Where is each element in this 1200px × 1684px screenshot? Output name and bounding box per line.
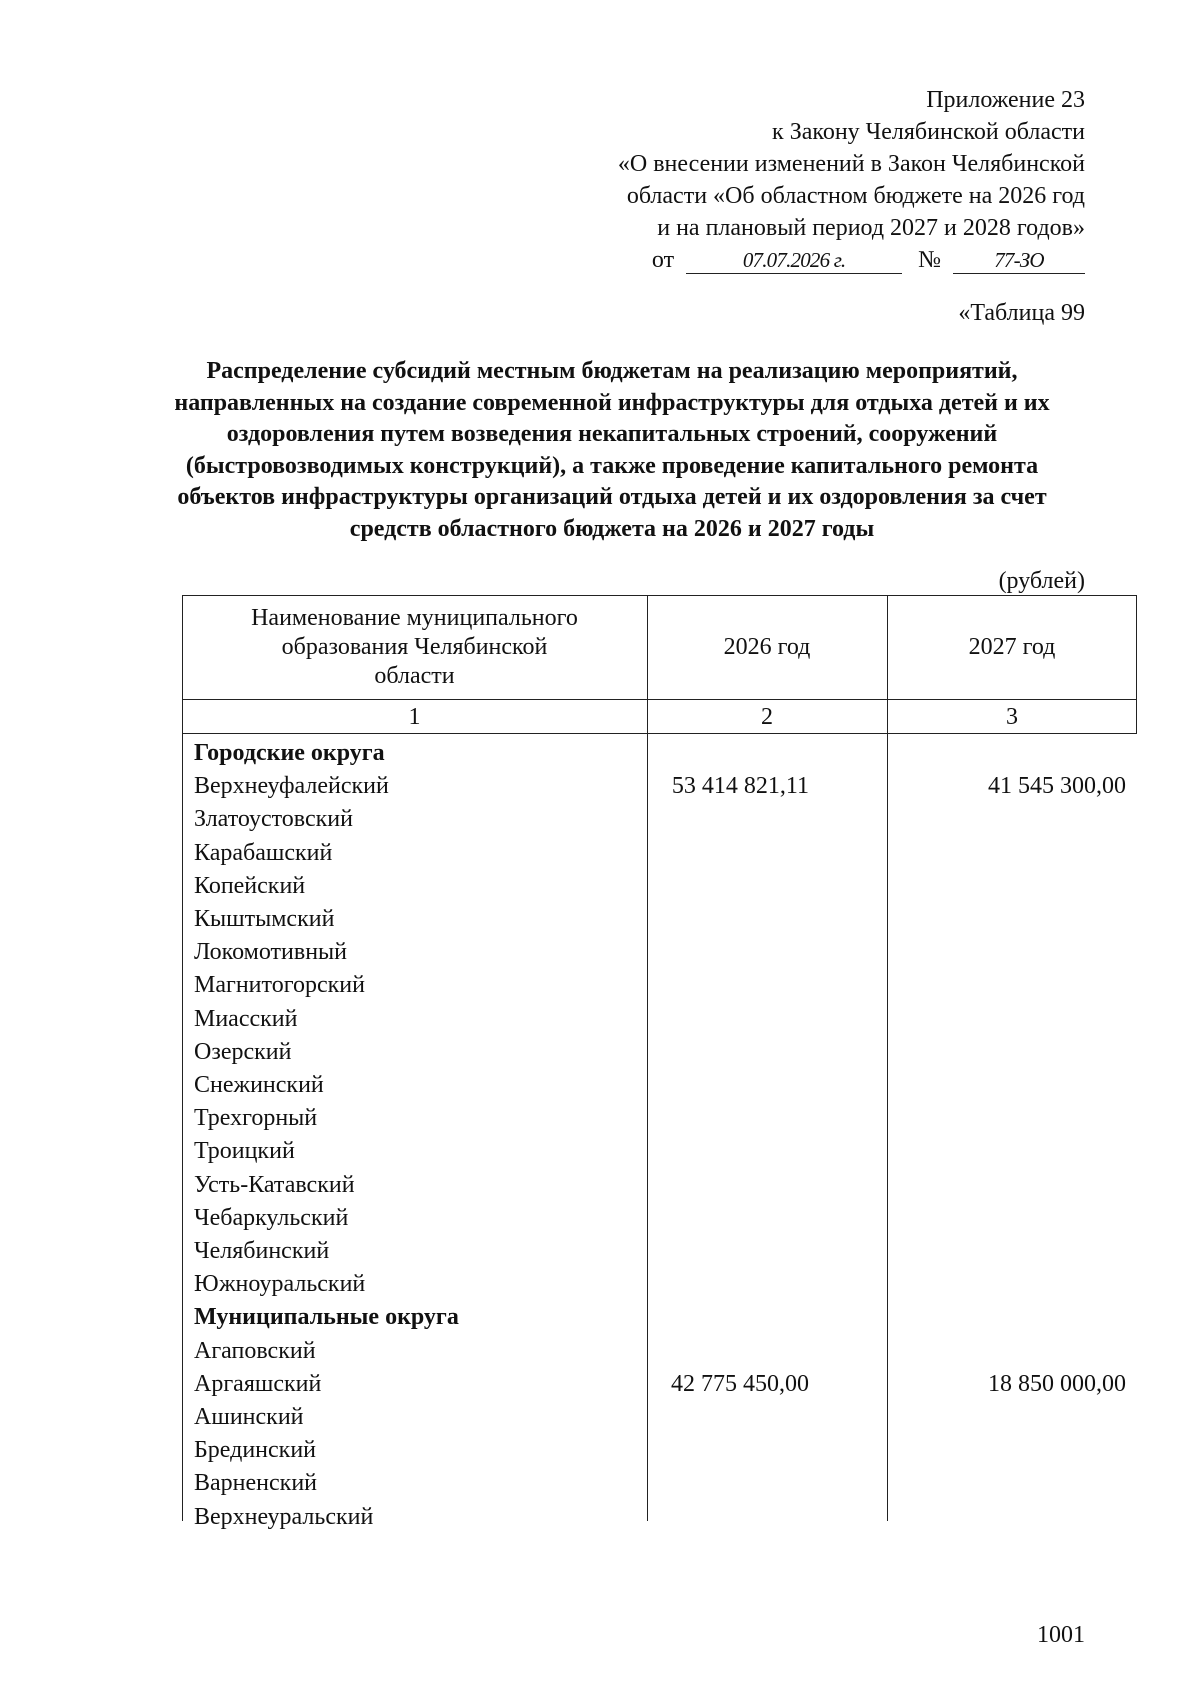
municipality-name: Снежинский bbox=[194, 1072, 324, 1098]
law-title-line-3: и на плановый период 2027 и 2028 годов» bbox=[657, 215, 1085, 241]
table-row bbox=[182, 837, 1137, 870]
municipality-name: Верхнеуральский bbox=[194, 1503, 374, 1530]
appendix-number: Приложение 23 bbox=[926, 87, 1085, 113]
table-row bbox=[182, 1235, 1137, 1268]
header-municipality-name bbox=[182, 595, 647, 699]
municipality-name: Верхнеуфалейский bbox=[194, 773, 389, 800]
table-row bbox=[182, 936, 1137, 969]
title-line: (быстровозводимых конструкций), а также проведение капитального ремонта bbox=[185, 452, 1039, 479]
table-row bbox=[182, 969, 1137, 1002]
header-name-line-1: Наименование муниципального bbox=[251, 604, 578, 631]
title-line: средств областного бюджета на 2026 и 2027 годы bbox=[349, 515, 875, 542]
municipality-name: Челябинский bbox=[194, 1238, 330, 1264]
municipality-name: Озерский bbox=[194, 1038, 292, 1065]
column-numbers-bottom-border bbox=[182, 733, 1137, 734]
group-heading: Муниципальные округа bbox=[194, 1304, 459, 1331]
table-row bbox=[182, 1069, 1137, 1102]
table-row bbox=[182, 1202, 1137, 1235]
table-row bbox=[182, 870, 1137, 903]
table-label: «Таблица 99 bbox=[958, 300, 1085, 326]
law-date-number-line bbox=[618, 244, 1085, 276]
title-line: оздоровления путем возведения некапитальных строений, сооружений bbox=[226, 421, 998, 448]
municipality-name: Миасский bbox=[194, 1005, 298, 1032]
table-row bbox=[182, 1268, 1137, 1301]
group-heading: Городские округа bbox=[194, 740, 385, 766]
table-group-row bbox=[182, 737, 1137, 770]
municipality-name: Карабашский bbox=[194, 839, 333, 866]
table-row bbox=[182, 1135, 1137, 1168]
municipality-name: Аргаяшский bbox=[194, 1370, 322, 1397]
municipality-name: Трехгорный bbox=[194, 1105, 318, 1132]
municipality-name: Златоустовский bbox=[194, 806, 353, 833]
document-title bbox=[170, 356, 1054, 546]
table-row bbox=[182, 770, 1137, 803]
table-row bbox=[182, 1501, 1137, 1534]
number-sign: № bbox=[918, 247, 941, 273]
appendix-header bbox=[618, 84, 1085, 276]
municipality-name: Агаповский bbox=[194, 1337, 316, 1364]
municipality-name: Локомотивный bbox=[194, 939, 348, 966]
law-number: 77-ЗО bbox=[953, 247, 1085, 274]
header-name-line-3: области bbox=[374, 662, 455, 689]
law-title-line-2: области «Об областном бюджете на 2026 год bbox=[626, 183, 1085, 209]
header-year-2026: 2026 год bbox=[723, 633, 811, 660]
law-reference: к Закону Челябинской области bbox=[772, 119, 1085, 145]
table-row bbox=[182, 1434, 1137, 1467]
law-title-line-1: «О внесении изменений в Закон Челябинской bbox=[617, 151, 1085, 177]
table-row bbox=[182, 1169, 1137, 1202]
table-row bbox=[182, 1335, 1137, 1368]
table-row bbox=[182, 1401, 1137, 1434]
table-group-row bbox=[182, 1301, 1137, 1334]
title-line: Распределение субсидий местным бюджетам на реализацию мероприятий, bbox=[206, 358, 1018, 384]
column-number-3: 3 bbox=[1006, 704, 1018, 730]
header-name-line-2: образования Челябинской bbox=[281, 633, 548, 660]
municipality-name: Чебаркульский bbox=[194, 1204, 349, 1231]
municipality-name: Магнитогорский bbox=[194, 972, 365, 999]
column-number-2: 2 bbox=[761, 704, 773, 730]
title-line: объектов инфраструктуры организаций отдыха детей и их оздоровления за счет bbox=[177, 484, 1047, 511]
municipality-name: Кыштымский bbox=[194, 906, 335, 932]
municipality-name: Усть-Катавский bbox=[194, 1171, 355, 1198]
municipality-name: Ашинский bbox=[194, 1404, 304, 1430]
table-row bbox=[182, 903, 1137, 936]
amount-2027: 41 545 300,00 bbox=[988, 773, 1126, 800]
municipality-name: Троицкий bbox=[194, 1138, 295, 1165]
subsidy-table bbox=[182, 595, 1137, 1530]
amount-2027: 18 850 000,00 bbox=[988, 1370, 1126, 1397]
table-row bbox=[182, 803, 1137, 836]
municipality-name: Брединский bbox=[194, 1437, 317, 1464]
header-year-2027: 2027 год bbox=[968, 633, 1056, 660]
units-label: (рублей) bbox=[998, 568, 1085, 594]
title-line: направленных на создание современной инфраструктуры для отдыха детей и их bbox=[174, 389, 1050, 416]
table-row bbox=[182, 1003, 1137, 1036]
page-number: 1001 bbox=[1037, 1622, 1085, 1648]
table-row bbox=[182, 1368, 1137, 1401]
municipality-name: Копейский bbox=[194, 872, 306, 899]
table-row bbox=[182, 1036, 1137, 1069]
amount-2026: 42 775 450,00 bbox=[671, 1370, 809, 1397]
amount-2026: 53 414 821,11 bbox=[671, 773, 809, 800]
from-label: от bbox=[651, 247, 675, 273]
table-row bbox=[182, 1102, 1137, 1135]
law-date: 07.07.2026 г. bbox=[686, 247, 902, 274]
municipality-name: Южноуральский bbox=[194, 1271, 366, 1298]
header-bottom-border bbox=[182, 699, 1137, 700]
municipality-name: Варненский bbox=[194, 1470, 317, 1497]
table-row bbox=[182, 1467, 1137, 1500]
column-number-1: 1 bbox=[408, 704, 421, 730]
